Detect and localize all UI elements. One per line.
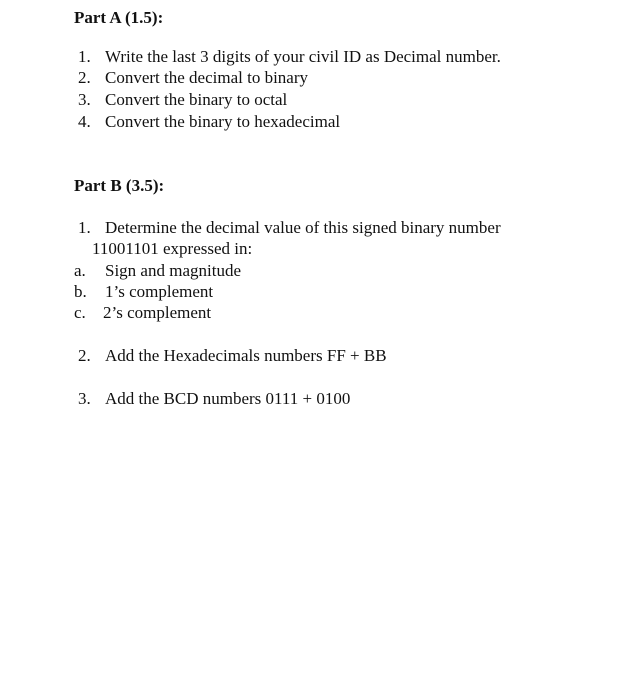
part-b-q1-sub-a-text: Sign and magnitude (105, 261, 241, 280)
part-a-item-1-text: Write the last 3 digits of your civil ID as Decimal number. (105, 47, 501, 66)
part-a-item-4-marker: 4. (78, 112, 91, 131)
part-b-heading: Part B (3.5): (74, 176, 165, 195)
part-b-q1-sub-b-marker: b. (74, 282, 87, 301)
part-b-q1-marker: 1. (78, 218, 91, 237)
part-b-q1-sub-b-text: 1’s complement (105, 282, 214, 301)
part-b-q1-sub-a-marker: a. (74, 261, 86, 280)
part-b-q3-marker: 3. (78, 389, 91, 408)
part-b-q2-marker: 2. (78, 346, 91, 365)
part-a-item-1-marker: 1. (78, 47, 91, 66)
part-b-q1-text-line1: Determine the decimal value of this signed binary number (105, 218, 501, 237)
part-a-item-2-text: Convert the decimal to binary (105, 68, 308, 87)
part-b-q1-sub-c-text: 2’s complement (103, 303, 212, 322)
part-a-heading: Part A (1.5): (74, 8, 164, 27)
part-b-q1-text-line2: 11001101 expressed in: (92, 239, 253, 258)
part-b-q2-text: Add the Hexadecimals numbers FF + BB (105, 346, 387, 365)
part-a-item-4-text: Convert the binary to hexadecimal (105, 112, 341, 131)
part-a-item-3-text: Convert the binary to octal (105, 90, 288, 109)
part-b-q1-sub-c-marker: c. (74, 303, 86, 322)
part-a-item-2-marker: 2. (78, 68, 91, 87)
part-a-item-3-marker: 3. (78, 90, 91, 109)
part-b-q3-text: Add the BCD numbers 0111 + 0100 (105, 389, 351, 408)
